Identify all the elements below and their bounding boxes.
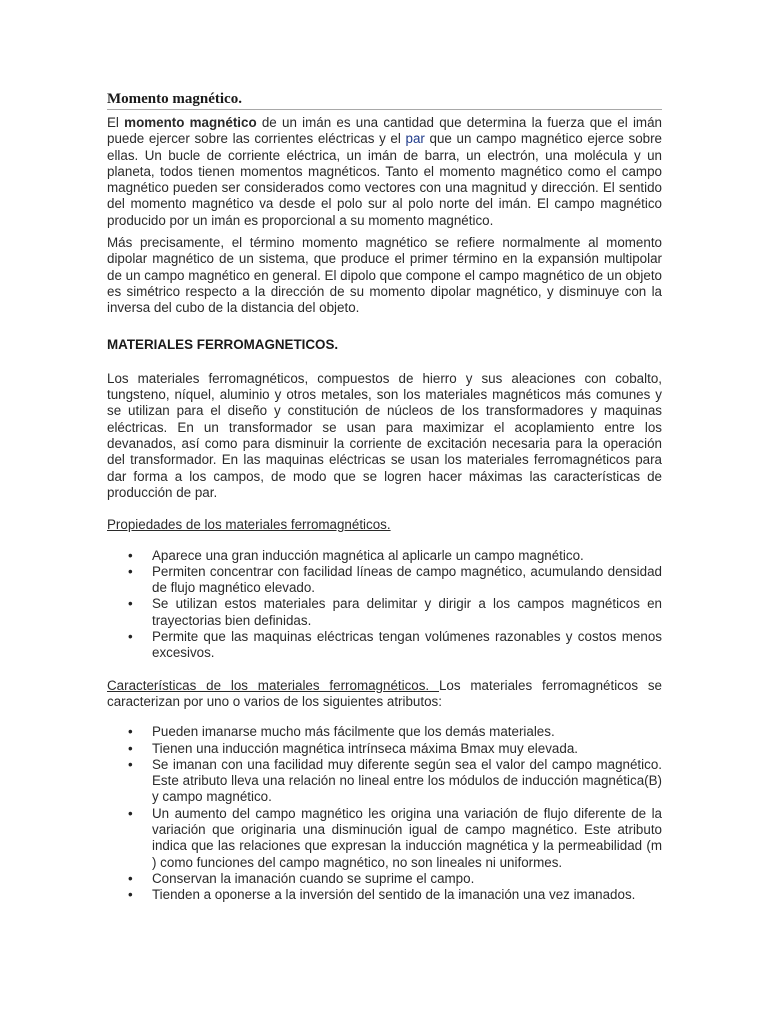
bold-term: momento magnético [124, 115, 257, 130]
materiales-paragraph: Los materiales ferromagnéticos, compuestos de hierro y sus aleaciones con cobalto, tungsteno, níquel, aluminio y otros metales, son los materiales magnéticos más comunes y se utilizan para el diseño y constitución de núcleos de los transformadores y maquinas eléctricas. En un transformador se usan para maximizar el acoplamiento entre los devanados, así como para disminuir la corriente de excitación necesaria para la operación del transformador. En las maquinas eléctricas se usan los materiales ferromagnéticos para dar forma a los campos, de modo que se logren hacer máximas las características de producción de par. [107, 370, 662, 500]
propiedades-heading: Propiedades de los materiales ferromagnéticos. [107, 517, 391, 533]
list-item: • Se utilizan estos materiales para delimitar y dirigir a los campos magnéticos en trayectorias bien definidas. [152, 596, 662, 629]
page-title: Momento magnético. [107, 90, 662, 110]
document-body [107, 90, 662, 903]
list-item: • Un aumento del campo magnético les origina una variación de flujo diferente de la variación que originaria una disminución igual de campo magnético. Este atributo indica que las relaciones que expresan la inducción magnética y la permeabilidad (m ) como funciones del campo magnético, no son lineales ni uniformes. [152, 806, 662, 871]
section-heading-materiales: MATERIALES FERROMAGNETICOS. [107, 336, 339, 352]
list-item: • Pueden imanarse mucho más fácilmente que los demás materiales. [152, 724, 662, 740]
propiedades-list [107, 548, 662, 662]
list-item: • Tienden a oponerse a la inversión del sentido de la imanación una vez imanados. [152, 887, 662, 903]
intro-paragraph-2: Más precisamente, el término momento magnético se refiere normalmente al momento dipolar magnético de un sistema, que produce el primer término en la expansión multipolar de un campo magnético en general. El dipolo que compone el campo magnético de un objeto es simétrico respecto a la dirección de su momento dipolar magnético, y disminuye con la inversa del cubo de la distancia del objeto. [107, 235, 662, 316]
intro-paragraph-1 [107, 115, 662, 229]
list-item: • Conservan la imanación cuando se suprime el campo. [152, 871, 662, 887]
list-item: • Aparece una gran inducción magnética al aplicarle un campo magnético. [152, 548, 662, 564]
intro-text-mid: de un imán es una cantidad que determina la fuerza que el imán puede ejercer sobre las corrientes eléctricas y el [107, 115, 662, 147]
list-item: • Se imanan con una facilidad muy diferente según sea el valor del campo magnético. Este atributo lleva una relación no lineal entre los módulos de inducción magnética(B) y campo magnético. [152, 757, 662, 806]
caracteristicas-intro [107, 678, 662, 711]
list-item: • Permite que las maquinas eléctricas tengan volúmenes razonables y costos menos excesivos. [152, 629, 662, 662]
list-item: • Permiten concentrar con facilidad líneas de campo magnético, acumulando densidad de flujo magnético elevado. [152, 564, 662, 597]
caracteristicas-list [107, 724, 662, 903]
caracteristicas-heading: Características de los materiales ferromagnéticos. [107, 677, 439, 693]
intro-text-end: que un campo magnético ejerce sobre ellas. Un bucle de corriente eléctrica, un imán de barra, un electrón, una molécula y un planeta, todos tienen momentos magnéticos. Tanto el momento magnético como el campo magnético pueden ser considerados como vectores con una magnitud y dirección. El sentido del momento magnético va desde el polo sur al polo norte del imán. El campo magnético producido por un imán es proporcional a su momento magnético. [107, 131, 662, 228]
par-link[interactable]: par [405, 131, 425, 147]
list-item: • Tienen una inducción magnética intrínseca máxima Bmax muy elevada. [152, 741, 662, 757]
intro-text-start: El [107, 115, 125, 130]
caracteristicas-intro-text: Los materiales ferromagnéticos se caracterizan por uno o varios de los siguientes atributos: [107, 677, 662, 709]
